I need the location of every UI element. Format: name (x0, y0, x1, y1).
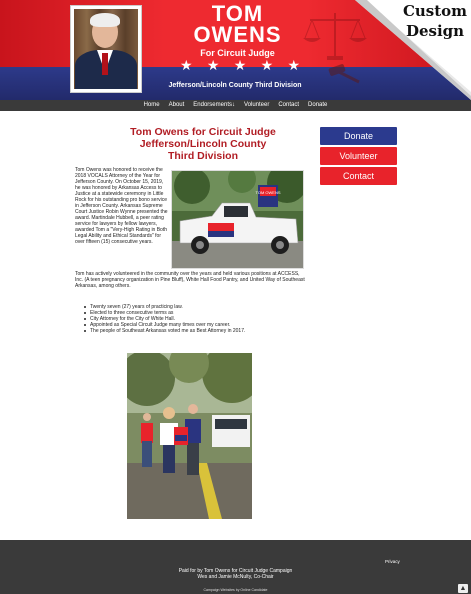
accomplishments-list (86, 304, 306, 334)
scroll-to-top-icon[interactable]: ▲ (459, 585, 467, 592)
list-item: Elected to three consecutive terms as (86, 310, 306, 316)
star-icon: ★ (287, 57, 300, 73)
credit-link[interactable]: Campaign Websites by Online Candidate (203, 588, 268, 592)
stars-row (180, 57, 300, 73)
nav-item-endorsements[interactable]: Endorsements↓ (193, 102, 235, 108)
star-icon: ★ (233, 57, 247, 73)
ribbon-text-design: Design (405, 22, 465, 40)
nav-item-volunteer[interactable]: Volunteer (243, 102, 270, 108)
list-item: Appointed as Special Circuit Judge many times over my career. (86, 322, 306, 328)
ribbon-text-custom: Custom (402, 2, 468, 20)
candidate-portrait (70, 5, 142, 93)
footer (0, 540, 471, 594)
nav-item-donate[interactable]: Donate (308, 102, 328, 108)
co-chair-line: Wes and Jamie McNulty, Co-Chair (197, 574, 274, 580)
contact-button[interactable]: Contact (320, 167, 397, 185)
volunteer-paragraph: Tom has actively volunteered in the community over the years and held various positions at ACCESS, Inc. (A teen pregnancy organization in Pine Bluff), White Hall Food Pantry, and United Way of Southeast Arkansas, among others. (75, 271, 305, 289)
star-icon: ★ (260, 57, 274, 73)
paid-for-line: Paid for by Tom Owens for Circuit Judge Campaign (178, 568, 293, 574)
truck-campaign-photo (171, 170, 304, 269)
title-line: Jefferson/Lincoln County (139, 138, 267, 150)
bio-paragraph: Tom Owens was honored to receive the 2018 VOCALS Attorney of the Year for Jefferson County. On October 15, 2019, he was honored by Arkansas Access to Justice at a statewide ceremony in Little Rock for his outstanding pro bono service in Jefferson County. Arkansas Supreme Court Justice Robin Wynne presented the award. Martindale Hubbell, a peer rating service for lawyers by fellow lawyers, awarded Tom a "Very-High Rating in Both Legal Ability and Ethical Standards" for over fifteen (15) consecutive years. (75, 167, 168, 245)
page-title (108, 126, 298, 162)
nav-item-about[interactable]: About (168, 102, 185, 108)
star-icon: ★ (206, 57, 220, 73)
office-subtitle: For Circuit Judge (200, 48, 275, 58)
title-line: Third Division (167, 150, 238, 162)
list-item: City Attorney for the City of White Hall. (86, 316, 306, 322)
nav-item-contact[interactable]: Contact (278, 102, 300, 108)
truck-sign-text: TOM OWENS (255, 190, 281, 195)
main-nav (0, 100, 471, 111)
list-item: Twenty seven (27) years of practicing law. (86, 304, 306, 310)
district-label: Jefferson/Lincoln County Third Division (168, 82, 302, 89)
donate-button[interactable]: Donate (320, 127, 397, 145)
star-icon: ★ (180, 57, 193, 73)
title-line: Tom Owens for Circuit Judge (130, 126, 276, 138)
privacy-link[interactable]: Privacy (385, 559, 400, 564)
nav-item-home[interactable]: Home (143, 102, 160, 108)
candidate-first-name: TOM (211, 1, 264, 26)
volunteer-button[interactable]: Volunteer (320, 147, 397, 165)
candidate-last-name: OWENS (193, 22, 282, 47)
list-item: The people of Southeast Arkansas voted me as Best Attorney in 2017. (86, 328, 306, 334)
supporters-group-photo (127, 353, 252, 519)
